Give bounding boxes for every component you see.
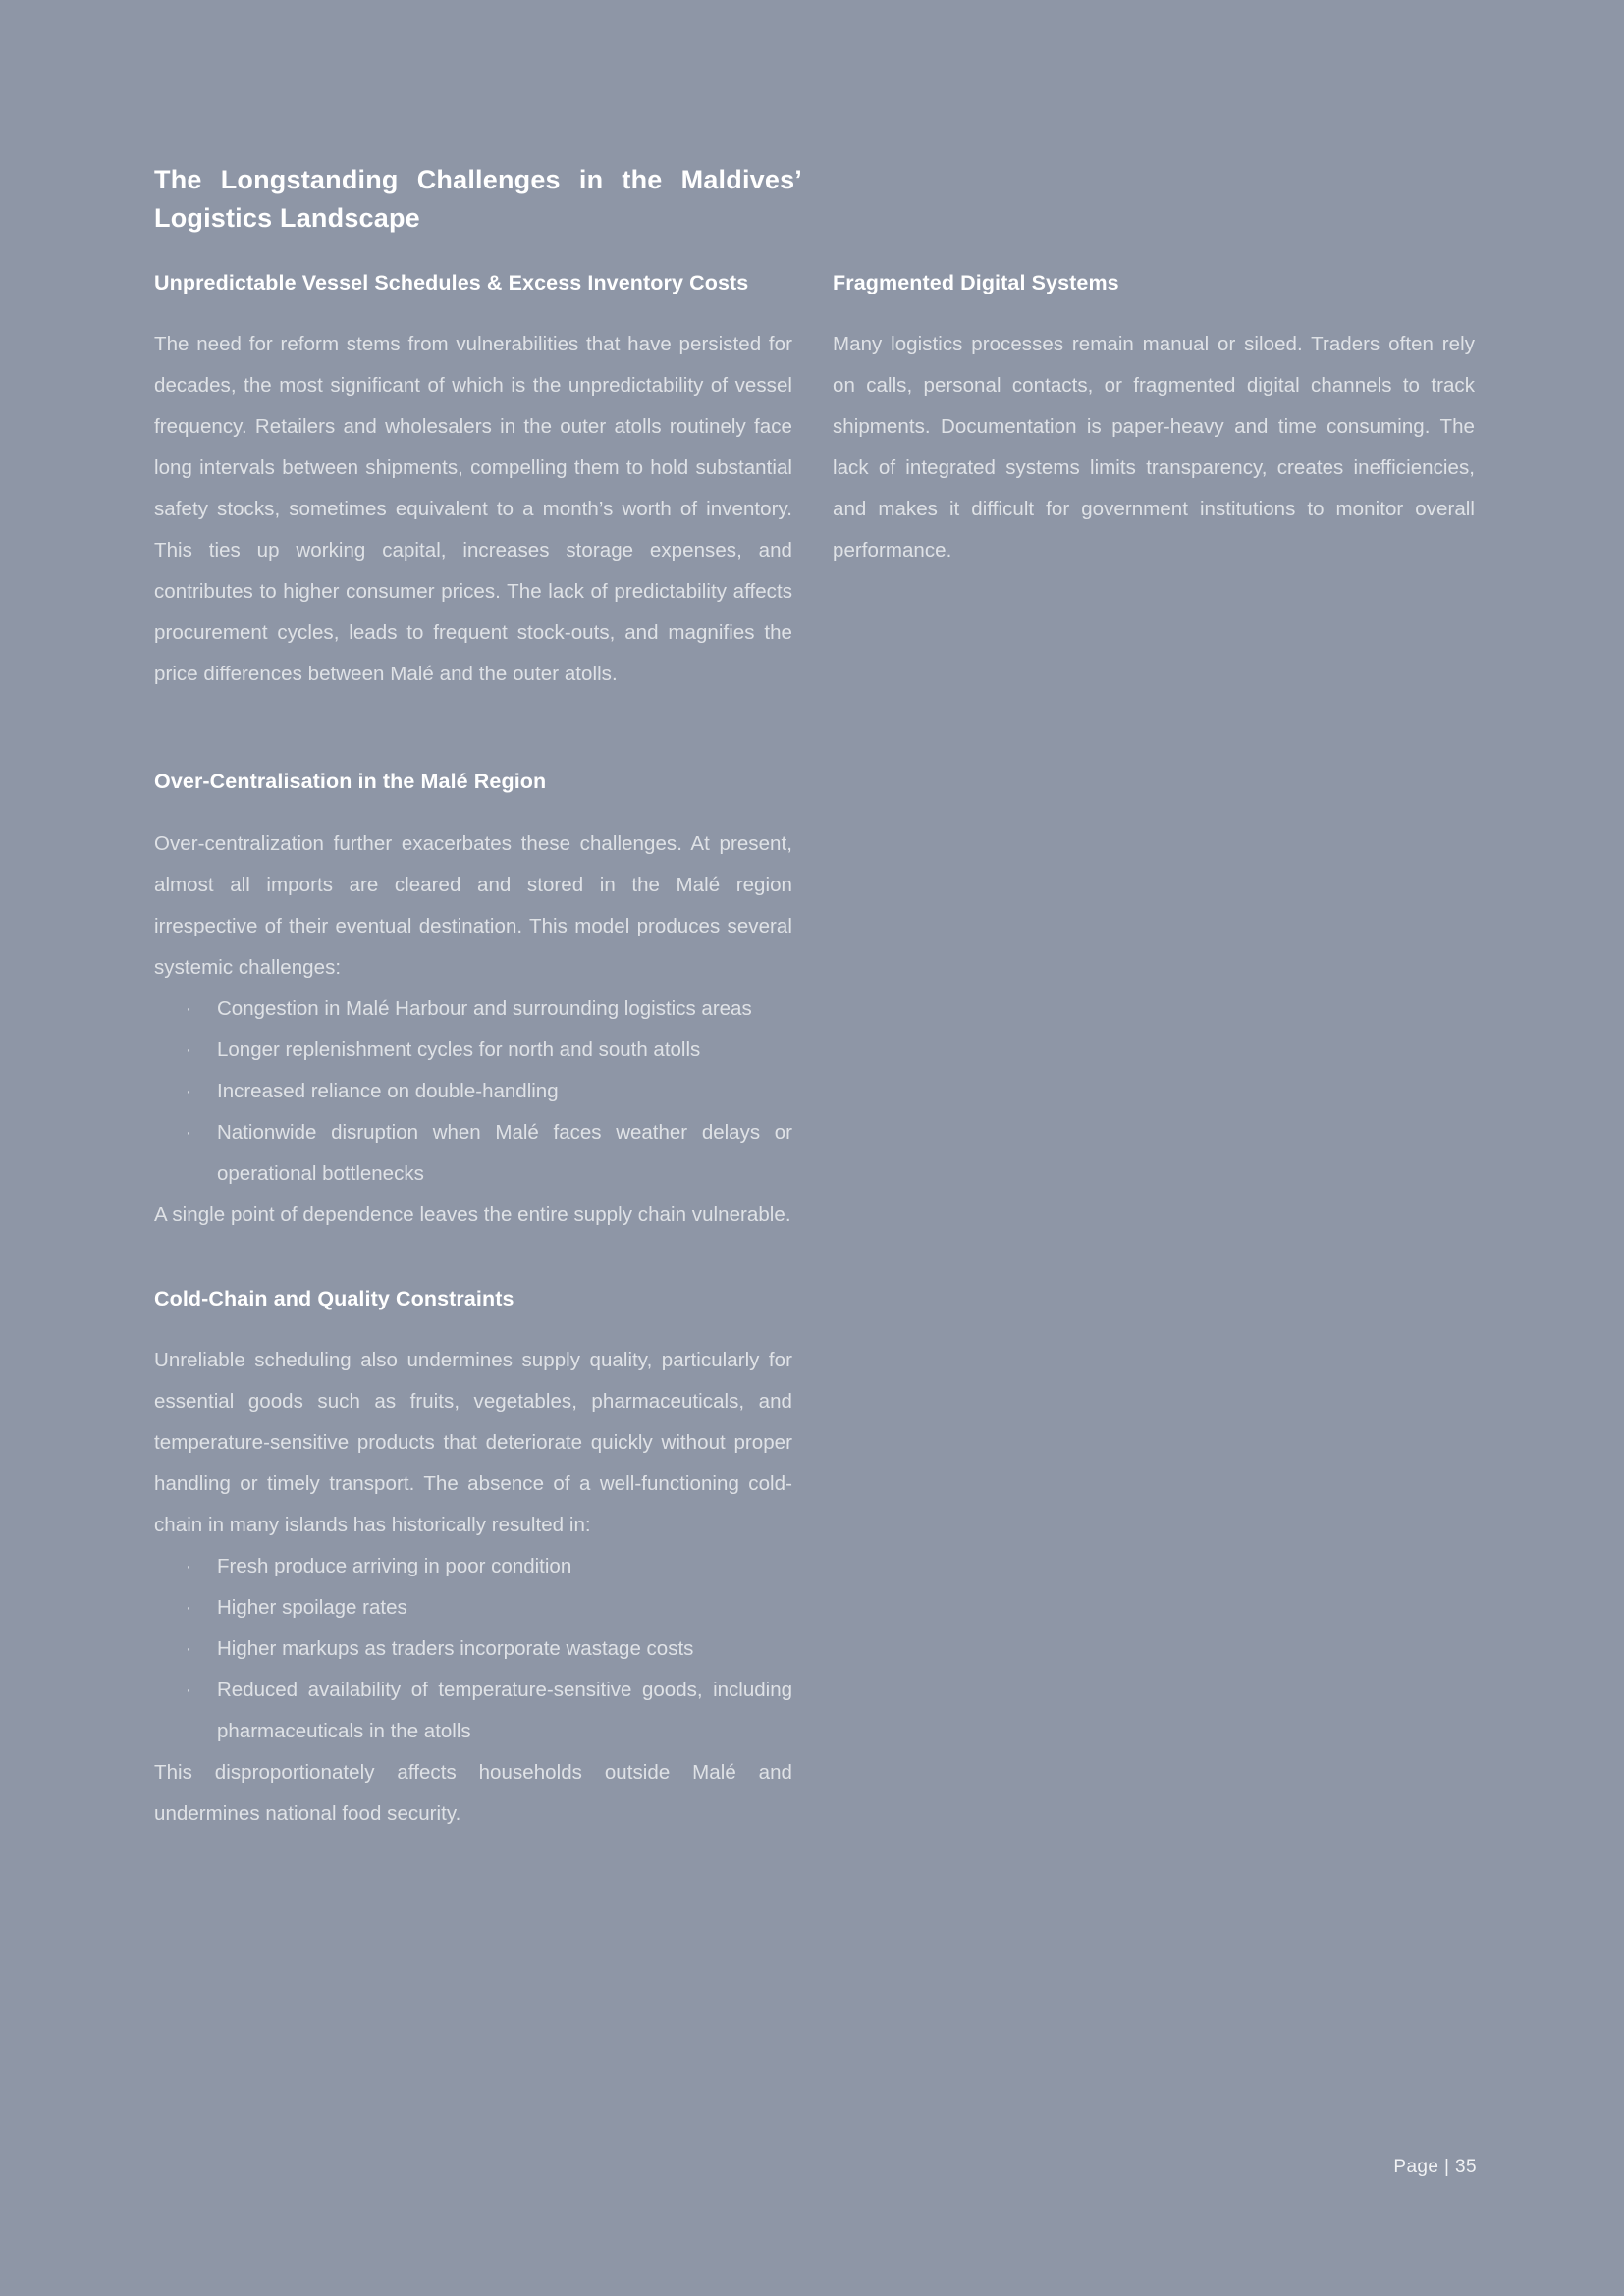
right-column xyxy=(833,267,1475,571)
section-closing-cold-chain: This disproportionately affects households outside Malé and undermines national food security. xyxy=(154,1761,792,1826)
spacer xyxy=(154,298,792,324)
section-paragraph-cold-chain: Unreliable scheduling also undermines supply quality, particularly for essential goods such as fruits, vegetables, pharmaceuticals, and temperature-sensitive products that deteriorate quickly without proper handling or timely transport. The absence of a well-functioning cold-chain in many islands has historically resulted in: xyxy=(154,1349,792,1537)
page-title: The Longstanding Challenges in the Maldives’ Logistics Landscape xyxy=(154,165,802,234)
list-item-label: Congestion in Malé Harbour and surrounding logistics areas xyxy=(217,996,752,1020)
list-item xyxy=(154,1546,792,1587)
left-column xyxy=(154,267,792,1835)
section-heading-fragmented-digital-systems: Fragmented Digital Systems xyxy=(833,271,1119,294)
list-item-label: Nationwide disruption when Malé faces weather delays or operational bottlenecks xyxy=(217,1120,792,1185)
spacer xyxy=(154,695,792,766)
list-item xyxy=(154,1112,792,1195)
bullet-dot-icon: · xyxy=(185,1038,192,1061)
list-item-label: Fresh produce arriving in poor condition xyxy=(217,1555,572,1578)
bullet-list-over-centralisation xyxy=(154,988,792,1195)
list-item xyxy=(154,988,792,1030)
list-item xyxy=(154,1071,792,1112)
list-item xyxy=(154,1587,792,1629)
list-item-label: Higher spoilage rates xyxy=(217,1596,407,1620)
bullet-dot-icon: · xyxy=(185,1637,192,1661)
page-footer: Page | 35 xyxy=(1393,2157,1477,2177)
section-paragraph-fragmented-digital-systems: Many logistics processes remain manual or siloed. Traders often rely on calls, personal contacts, or fragmented digital channels to track shipments. Documentation is paper-heavy and time consuming. The lack of integrated systems limits transparency, creates inefficiencies, and makes it difficult for government institutions to monitor overall performance. xyxy=(833,333,1475,562)
bullet-dot-icon: · xyxy=(185,996,192,1020)
bullet-dot-icon: · xyxy=(185,1555,192,1578)
bullet-dot-icon: · xyxy=(185,1120,192,1144)
spacer xyxy=(154,798,792,824)
list-item-label: Longer replenishment cycles for north and south atolls xyxy=(217,1038,701,1061)
bullet-dot-icon: · xyxy=(185,1679,192,1702)
list-item-label: Reduced availability of temperature-sensitive goods, including pharmaceuticals in the atolls xyxy=(217,1679,792,1743)
section-paragraph-vessel-schedules: The need for reform stems from vulnerabilities that have persisted for decades, the most significant of which is the unpredictability of vessel frequency. Retailers and wholesalers in the outer atolls routinely face long intervals between shipments, compelling them to hold substantial safety stocks, sometimes equivalent to a month’s worth of inventory. This ties up working capital, increases storage expenses, and contributes to higher consumer prices. The lack of predictability affects procurement cycles, leads to frequent stock-outs, and magnifies the price differences between Malé and the outer atolls. xyxy=(154,333,792,686)
section-heading-cold-chain: Cold-Chain and Quality Constraints xyxy=(154,1286,514,1310)
section-heading-vessel-schedules: Unpredictable Vessel Schedules & Excess Inventory Costs xyxy=(154,271,749,294)
section-paragraph-over-centralisation: Over-centralization further exacerbates these challenges. At present, almost all imports are cleared and stored in the Malé region irrespective of their eventual destination. This model produces several systemic challenges: xyxy=(154,831,792,979)
spacer xyxy=(154,1236,792,1283)
list-item xyxy=(154,1629,792,1670)
bullet-dot-icon: · xyxy=(185,1596,192,1620)
list-item-label: Increased reliance on double-handling xyxy=(217,1079,559,1102)
spacer xyxy=(833,298,1475,324)
bullet-list-cold-chain xyxy=(154,1546,792,1752)
list-item xyxy=(154,1670,792,1752)
bullet-dot-icon: · xyxy=(185,1079,192,1102)
list-item xyxy=(154,1030,792,1071)
section-heading-over-centralisation: Over-Centralisation in the Malé Region xyxy=(154,770,547,794)
spacer xyxy=(154,1314,792,1340)
section-closing-over-centralisation: A single point of dependence leaves the entire supply chain vulnerable. xyxy=(154,1202,791,1226)
list-item-label: Higher markups as traders incorporate wastage costs xyxy=(217,1637,694,1661)
